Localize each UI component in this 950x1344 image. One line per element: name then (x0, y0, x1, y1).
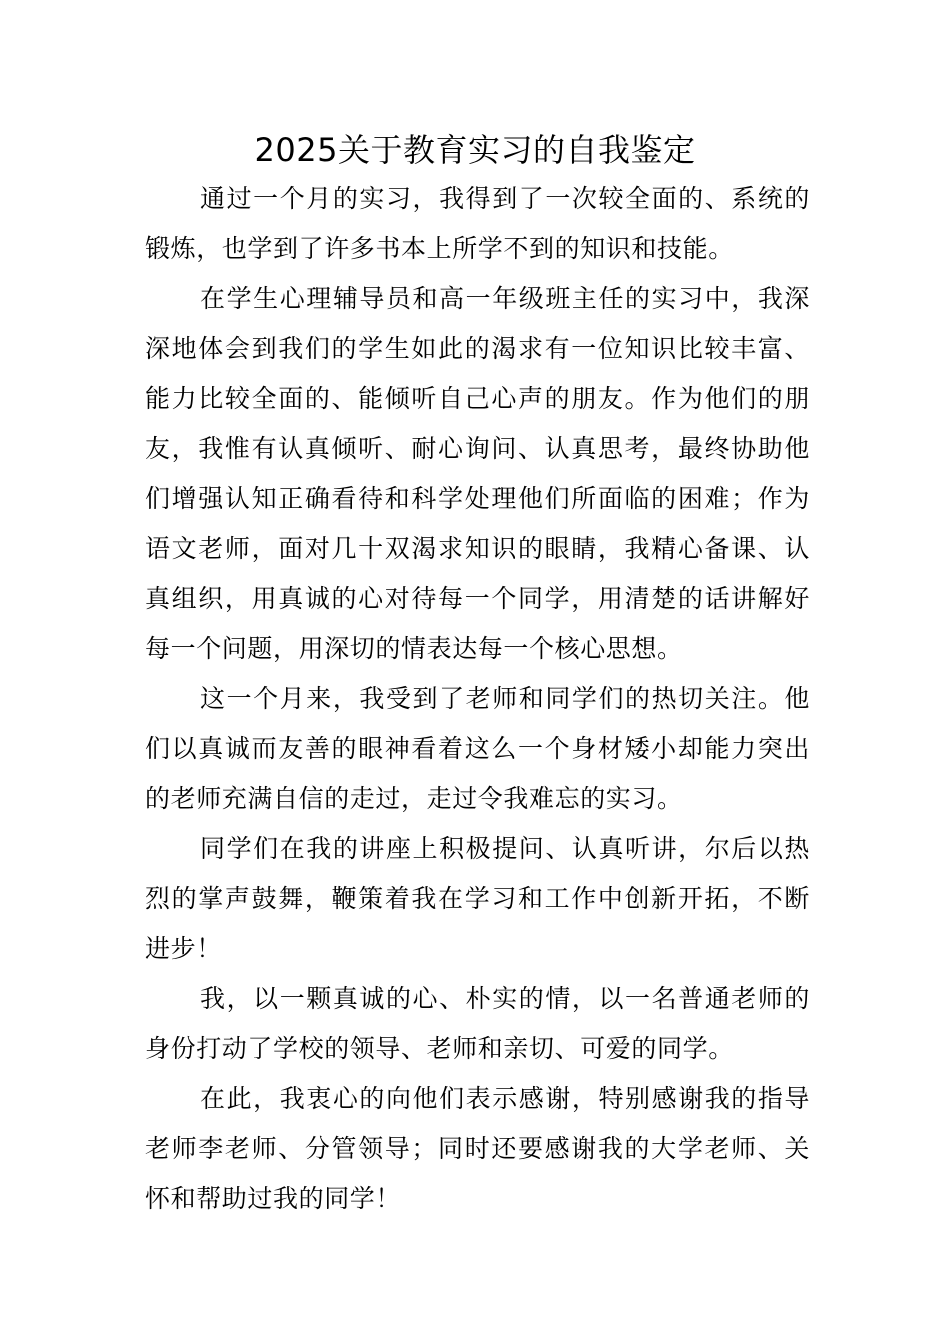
paragraph: 在学生心理辅导员和高一年级班主任的实习中，我深深地体会到我们的学生如此的渴求有一位知识比较丰富、能力比较全面的、能倾听自己心声的朋友。作为他们的朋友，我惟有认真倾听、耐心询问、认真思考，最终协助他们增强认知正确看待和科学处理他们所面临的困难；作为语文老师，面对几十双渴求知识的眼睛，我精心备课、认真组织，用真诚的心对待每一个同学，用清楚的话讲解好每一个问题，用深切的情表达每一个核心思想。 (145, 284, 810, 663)
paragraph: 在此，我衷心的向他们表示感谢，特别感谢我的指导老师李老师、分管领导；同时还要感谢我的大学老师、关怀和帮助过我的同学！ (145, 1084, 810, 1213)
paragraph: 同学们在我的讲座上积极提问、认真听讲，尔后以热烈的掌声鼓舞，鞭策着我在学习和工作中创新开拓，不断进步！ (145, 834, 810, 963)
document-title: 2025关于教育实习的自我鉴定 (254, 131, 696, 169)
paragraph: 我，以一颗真诚的心、朴实的情，以一名普通老师的身份打动了学校的领导、老师和亲切、可爱的同学。 (145, 984, 810, 1063)
paragraph: 通过一个月的实习，我得到了一次较全面的、系统的锻炼，也学到了许多书本上所学不到的知识和技能。 (145, 184, 810, 263)
paragraph: 这一个月来，我受到了老师和同学们的热切关注。他们以真诚而友善的眼神看着这么一个身材矮小却能力突出的老师充满自信的走过，走过令我难忘的实习。 (145, 684, 810, 813)
document-body (145, 174, 810, 1224)
